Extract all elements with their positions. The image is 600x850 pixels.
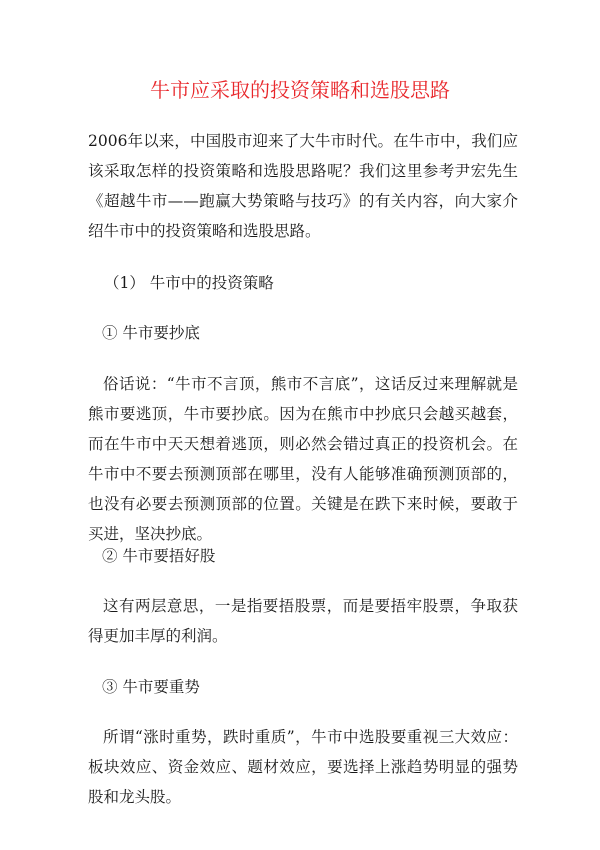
item1-body: 俗话说：“牛市不言顶，熊市不言底”，这话反过来理解就是熊市要逃顶，牛市要抄底。因为在熊市中抄底只会越买越套，而在牛市中天天想着逃顶，则必然会错过真正的投资机会。在牛市中不要去预测顶部在哪里，没有人能够准确预测顶部的，也没有必要去预测顶部的位置。关键是在跌下来时候，要敢于买进，坚决抄底。: [88, 375, 518, 543]
item2-heading: ② 牛市要捂好股: [102, 547, 216, 565]
item1-heading: ① 牛市要抄底: [102, 324, 200, 342]
item3-heading: ③ 牛市要重势: [102, 678, 200, 696]
item2-body: 这有两层意思，一是指要捂股票，而是要捂牢股票，争取获得更加丰厚的利润。: [88, 597, 518, 645]
document-title: 牛市应采取的投资策略和选股思路: [150, 78, 450, 102]
intro-paragraph: 2006年以来，中国股市迎来了大牛市时代。在牛市中，我们应该采取怎样的投资策略和选股思路呢？我们这里参考尹宏先生《超越牛市——跑赢大势策略与技巧》的有关内容，向大家介绍牛市中的投资策略和选股思路。: [88, 132, 518, 240]
item3-body: 所谓“涨时重势，跌时重质”，牛市中选股要重视三大效应：板块效应、资金效应、题材效应，要选择上涨趋势明显的强势股和龙头股。: [88, 728, 518, 806]
section1-heading: （1） 牛市中的投资策略: [104, 274, 274, 292]
